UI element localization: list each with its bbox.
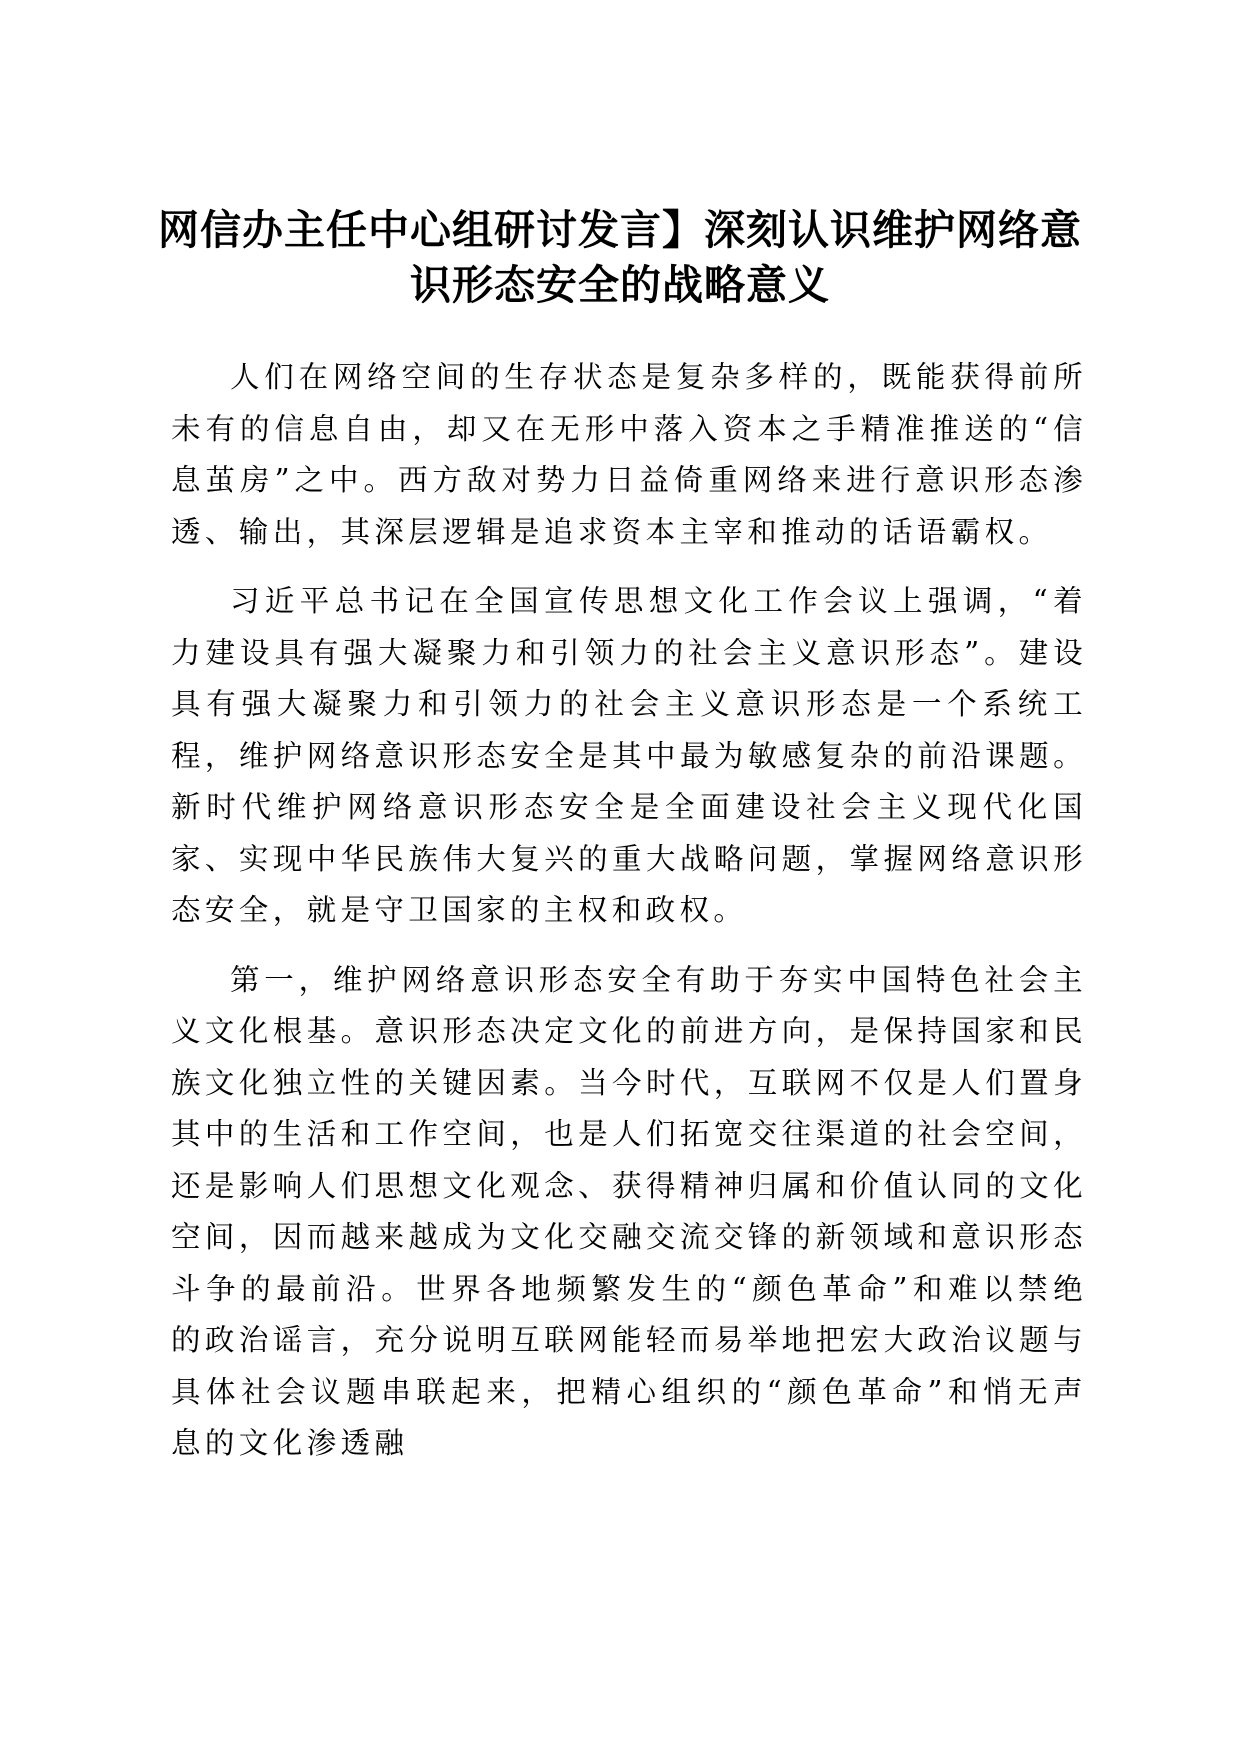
document-body <box>171 352 1087 1488</box>
paragraph-3: 第一，维护网络意识形态安全有助于夯实中国特色社会主义文化根基。意识形态决定文化的前进方向，是保持国家和民族文化独立性的关键因素。当今时代，互联网不仅是人们置身其中的生活和工作空间，也是人们拓宽交往渠道的社会空间，还是影响人们思想文化观念、获得精神归属和价值认同的文化空间，因而越来越成为文化交融交流交锋的新领域和意识形态斗争的最前沿。世界各地频繁发生的“颜色革命”和难以禁绝的政治谣言，充分说明互联网能轻而易举地把宏大政治议题与具体社会议题串联起来，把精心组织的“颜色革命”和悄无声息的文化渗透融 <box>171 962 1087 1460</box>
document-title: 网信办主任中心组研讨发言】深刻认识维护网络意识形态安全的战略意义 <box>158 206 1082 309</box>
paragraph-1: 人们在网络空间的生存状态是复杂多样的，既能获得前所未有的信息自由，却又在无形中落入资本之手精准推送的“信息茧房”之中。西方敌对势力日益倚重网络来进行意识形态渗透、输出，其深层逻辑是追求资本主宰和推动的话语霸权。 <box>171 360 1087 549</box>
paragraph-2: 习近平总书记在全国宣传思想文化工作会议上强调，“着力建设具有强大凝聚力和引领力的社会主义意识形态”。建设具有强大凝聚力和引领力的社会主义意识形态是一个系统工程，维护网络意识形态安全是其中最为敏感复杂的前沿课题。新时代维护网络意识形态安全是全面建设社会主义现代化国家、实现中华民族伟大复兴的重大战略问题，掌握网络意识形态安全，就是守卫国家的主权和政权。 <box>171 584 1087 927</box>
